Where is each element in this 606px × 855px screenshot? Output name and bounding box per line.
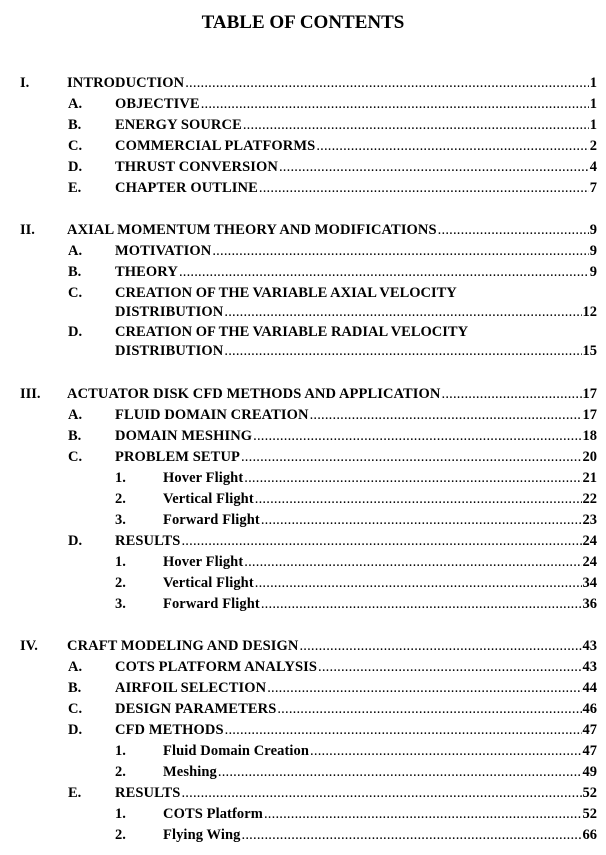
toc-page-number: 36	[582, 596, 597, 612]
toc-page-number: 52	[582, 785, 597, 801]
toc-entry-number: B.	[68, 680, 82, 696]
toc-page-number: 24	[582, 554, 597, 570]
toc-entry-title-continued: DISTRIBUTION	[115, 343, 224, 359]
toc-entry-number: B.	[68, 264, 82, 280]
toc-page-number: 23	[582, 512, 597, 528]
toc-entry-number: 3.	[115, 596, 126, 612]
toc-entry-title: Vertical Flight	[163, 491, 254, 507]
toc-entry-title: Meshing	[163, 764, 217, 780]
dot-leader	[201, 95, 589, 114]
toc-entry-title: AXIAL MOMENTUM THEORY AND MODIFICATIONS	[67, 222, 437, 238]
toc-entry-number: 1.	[115, 554, 126, 570]
toc-entry-title: CREATION OF THE VARIABLE AXIAL VELOCITY	[115, 285, 457, 301]
toc-page-number: 7	[589, 180, 597, 196]
toc-entry-title: Forward Flight	[163, 512, 260, 528]
toc-entry-title: COTS PLATFORM ANALYSIS	[115, 659, 318, 675]
toc-entry-title: Vertical Flight	[163, 575, 254, 591]
toc-entry-title: CREATION OF THE VARIABLE RADIAL VELOCITY	[115, 324, 469, 340]
dot-leader	[318, 658, 581, 677]
page-title: TABLE OF CONTENTS	[201, 12, 405, 33]
dot-leader	[244, 553, 581, 572]
toc-entry-title: CRAFT MODELING AND DESIGN	[67, 638, 299, 654]
toc-entry-title: Forward Flight	[163, 596, 260, 612]
toc-entry-title: FLUID DOMAIN CREATION	[115, 407, 309, 423]
toc-entry-title: RESULTS	[115, 533, 181, 549]
toc-entry-number: C.	[68, 138, 83, 154]
toc-page-number: 1	[589, 96, 597, 112]
toc-entry-number: A.	[68, 243, 83, 259]
dot-leader	[255, 490, 582, 509]
toc-page-number: 9	[589, 243, 597, 259]
toc-entry-title: AIRFOIL SELECTION	[115, 680, 267, 696]
toc-entry-number: 1.	[115, 806, 126, 822]
dot-leader	[224, 342, 581, 361]
toc-page-number: 2	[589, 138, 597, 154]
dot-leader	[264, 805, 582, 824]
toc-page-number: 47	[582, 743, 597, 759]
toc-entry-title: INTRODUCTION	[67, 75, 185, 91]
toc-entry-title: Fluid Domain Creation	[163, 743, 310, 759]
toc-entry-title: OBJECTIVE	[115, 96, 200, 112]
dot-leader	[299, 637, 581, 656]
toc-entry-number: IV.	[20, 638, 38, 654]
dot-leader	[225, 721, 582, 740]
toc-page-number: 1	[589, 75, 597, 91]
toc-entry-title: Hover Flight	[163, 470, 244, 486]
toc-page-number: 12	[582, 304, 597, 320]
toc-entry-number: II.	[20, 222, 35, 238]
toc-page-number: 22	[582, 491, 597, 507]
dot-leader	[179, 263, 589, 282]
dot-leader	[259, 179, 589, 198]
toc-entry-number: 2.	[115, 575, 126, 591]
toc-entry-title: DOMAIN MESHING	[115, 428, 253, 444]
toc-entry-number: C.	[68, 449, 83, 465]
toc-entry-number: 2.	[115, 827, 126, 843]
toc-entry-number: III.	[20, 386, 41, 402]
toc-entry-number: B.	[68, 428, 82, 444]
dot-leader	[310, 406, 582, 425]
dot-leader	[267, 679, 581, 698]
toc-page-number: 20	[582, 449, 597, 465]
dot-leader	[218, 763, 582, 782]
toc-entry-number: 2.	[115, 764, 126, 780]
toc-entry-title: COMMERCIAL PLATFORMS	[115, 138, 316, 154]
dot-leader	[279, 158, 589, 177]
dot-leader	[316, 137, 588, 156]
toc-page-number: 1	[589, 117, 597, 133]
toc-page-number: 44	[582, 680, 597, 696]
toc-page-number: 17	[582, 407, 597, 423]
toc-entry-number: D.	[68, 722, 83, 738]
dot-leader	[181, 532, 581, 551]
toc-page-number: 66	[582, 827, 597, 843]
toc-entry-number: C.	[68, 285, 83, 301]
dot-leader	[261, 595, 582, 614]
toc-page-number: 43	[582, 638, 597, 654]
toc-entry-title: ACTUATOR DISK CFD METHODS AND APPLICATION	[67, 386, 441, 402]
toc-page-number: 46	[582, 701, 597, 717]
dot-leader	[438, 221, 589, 240]
dot-leader	[277, 700, 581, 719]
dot-leader	[243, 116, 589, 135]
dot-leader	[255, 574, 582, 593]
toc-page-number: 4	[589, 159, 597, 175]
toc-page-number: 17	[582, 386, 597, 402]
toc-page-number: 24	[582, 533, 597, 549]
dot-leader	[242, 826, 582, 845]
dot-leader	[181, 784, 581, 803]
dot-leader	[310, 742, 581, 761]
toc-page-number: 15	[582, 343, 597, 359]
toc-entry-title-continued: DISTRIBUTION	[115, 304, 224, 320]
toc-page-number: 9	[589, 222, 597, 238]
dot-leader	[241, 448, 582, 467]
toc-entry-title: Hover Flight	[163, 554, 244, 570]
toc-entry-number: A.	[68, 407, 83, 423]
toc-entry-title: DESIGN PARAMETERS	[115, 701, 277, 717]
toc-entry-title: COTS Platform	[163, 806, 263, 822]
dot-leader	[442, 385, 582, 404]
toc-page-number: 49	[582, 764, 597, 780]
toc-entry-number: D.	[68, 533, 83, 549]
toc-entry-number: 2.	[115, 491, 126, 507]
dot-leader	[261, 511, 582, 530]
toc-entry-title: THEORY	[115, 264, 178, 280]
toc-entry-number: 3.	[115, 512, 126, 528]
toc-entry-number: C.	[68, 701, 83, 717]
dot-leader	[253, 427, 581, 446]
toc-page-number: 21	[582, 470, 597, 486]
toc-entry-number: E.	[68, 180, 82, 196]
toc-entry-number: 1.	[115, 470, 126, 486]
dot-leader	[212, 242, 588, 261]
toc-entry-title: CHAPTER OUTLINE	[115, 180, 258, 196]
toc-entry-number: B.	[68, 117, 82, 133]
toc-entry-title: MOTIVATION	[115, 243, 212, 259]
toc-page-number: 52	[582, 806, 597, 822]
dot-leader	[185, 74, 589, 93]
dot-leader	[244, 469, 581, 488]
dot-leader	[224, 303, 581, 322]
toc-page-number: 47	[582, 722, 597, 738]
toc-page-number: 9	[589, 264, 597, 280]
toc-entry-number: 1.	[115, 743, 126, 759]
toc-entry-number: A.	[68, 659, 83, 675]
toc-entry-title: RESULTS	[115, 785, 181, 801]
toc-entry-number: A.	[68, 96, 83, 112]
toc-entry-number: D.	[68, 159, 83, 175]
toc-entry-title: ENERGY SOURCE	[115, 117, 242, 133]
toc-entry-title: PROBLEM SETUP	[115, 449, 240, 465]
toc-page-number: 18	[582, 428, 597, 444]
toc-page-number: 43	[582, 659, 597, 675]
toc-entry-number: E.	[68, 785, 82, 801]
toc-page-number: 34	[582, 575, 597, 591]
toc-entry-title: Flying Wing	[163, 827, 241, 843]
toc-entry-title: THRUST CONVERSION	[115, 159, 278, 175]
toc-entry-title: CFD METHODS	[115, 722, 224, 738]
toc-entry-number: I.	[20, 75, 30, 91]
toc-entry-number: D.	[68, 324, 83, 340]
